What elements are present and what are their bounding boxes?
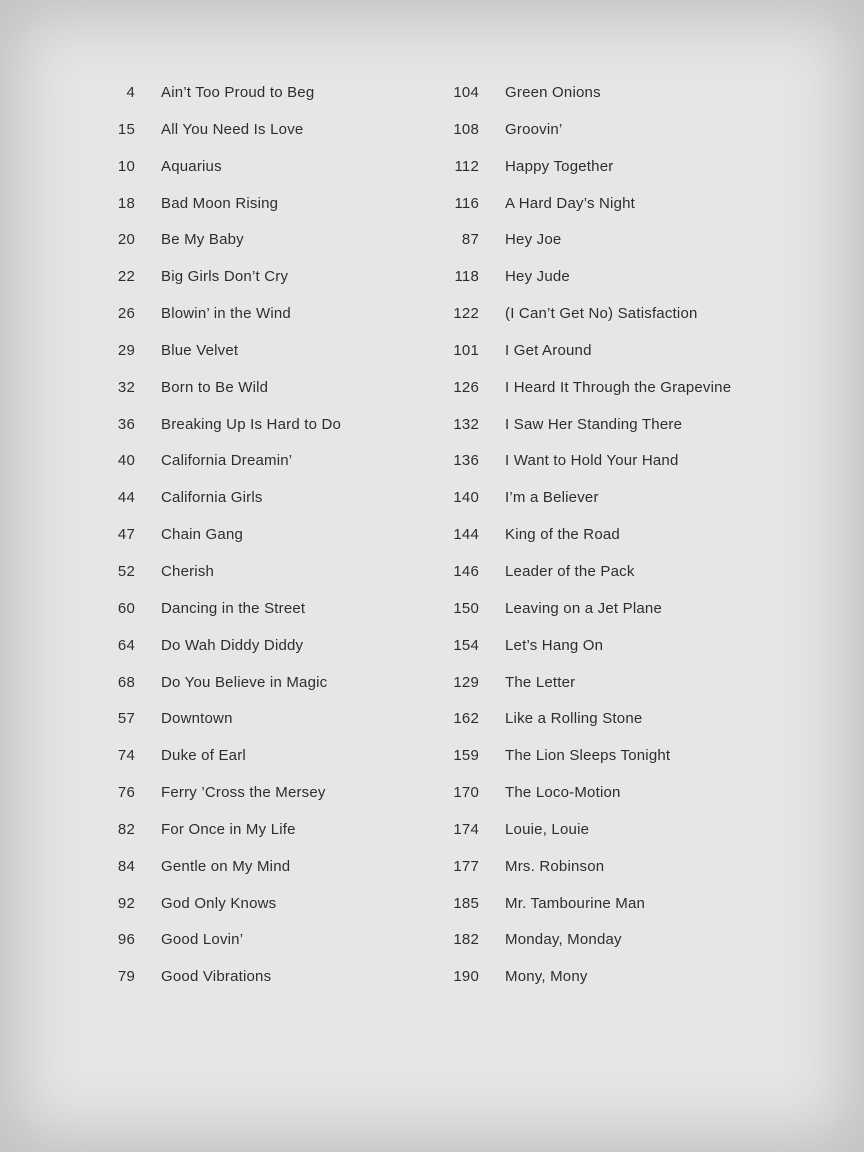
index-entry [96, 968, 341, 1005]
song-title: California Girls [161, 489, 263, 507]
page-number: 57 [117, 710, 135, 728]
page-number: 74 [117, 747, 135, 765]
index-entry [440, 342, 731, 379]
page-number: 140 [453, 489, 479, 507]
page-number: 170 [453, 784, 479, 802]
song-title: Ferry ’Cross the Mersey [161, 784, 326, 802]
song-title: I Saw Her Standing There [505, 415, 683, 433]
song-title: Mony, Mony [505, 968, 588, 986]
song-title: King of the Road [505, 526, 620, 544]
song-title: Do Wah Diddy Diddy [161, 636, 304, 654]
page-number: 15 [117, 120, 135, 138]
page-number: 52 [117, 562, 135, 580]
index-entry [440, 895, 731, 932]
song-title: Downtown [161, 710, 233, 728]
page-number: 68 [117, 673, 135, 691]
index-entry [96, 84, 341, 121]
song-title: Groovin’ [505, 120, 563, 138]
index-right-column [440, 84, 731, 1005]
song-title: I Heard It Through the Grapevine [505, 378, 732, 396]
index-entry [440, 121, 731, 158]
index-entry [96, 858, 341, 895]
index-entry [440, 821, 731, 858]
page-number: 112 [454, 157, 479, 175]
song-title: Hey Jude [505, 268, 570, 286]
song-title: Let’s Hang On [505, 636, 604, 654]
page-number: 144 [453, 526, 479, 544]
song-title: Bad Moon Rising [161, 194, 279, 212]
song-title: Breaking Up Is Hard to Do [161, 415, 342, 433]
page-number: 22 [117, 268, 135, 286]
index-entry [96, 710, 341, 747]
index-entry [440, 931, 731, 968]
page-number: 92 [117, 894, 135, 912]
page-number: 32 [117, 378, 135, 396]
page-number: 26 [117, 305, 135, 323]
song-title: Do You Believe in Magic [161, 673, 328, 691]
index-entry [440, 784, 731, 821]
page-number: 104 [453, 84, 479, 101]
page-number: 150 [453, 599, 479, 617]
song-title: I’m a Believer [505, 489, 599, 507]
page-number: 101 [453, 341, 479, 359]
song-title: All You Need Is Love [161, 120, 304, 138]
song-title: Green Onions [505, 84, 601, 101]
page-number: 136 [453, 452, 479, 470]
index-entry [440, 158, 731, 195]
index-entry [440, 489, 731, 526]
index-entry [440, 231, 731, 268]
index-entry [440, 526, 731, 563]
page-number: 76 [117, 784, 135, 802]
page-number: 126 [453, 378, 479, 396]
song-title: Leaving on a Jet Plane [505, 599, 663, 617]
song-title: Good Lovin’ [161, 931, 244, 949]
index-entry [440, 600, 731, 637]
index-entry [96, 158, 341, 195]
index-entry [440, 747, 731, 784]
song-title: I Want to Hold Your Hand [505, 452, 679, 470]
index-entry [96, 121, 341, 158]
song-title: Like a Rolling Stone [505, 710, 643, 728]
song-title: Monday, Monday [505, 931, 622, 949]
index-entry [440, 195, 731, 232]
song-title: Big Girls Don’t Cry [161, 268, 289, 286]
page-number: 36 [117, 415, 135, 433]
song-title: Born to Be Wild [161, 378, 269, 396]
page-number: 108 [453, 120, 479, 138]
index-entry [96, 563, 341, 600]
index-entry [96, 489, 341, 526]
page-number: 10 [117, 157, 135, 175]
song-title: Chain Gang [161, 526, 244, 544]
index-entry [96, 416, 341, 453]
page-number: 64 [117, 636, 135, 654]
page-number: 20 [117, 231, 135, 249]
song-title: God Only Knows [161, 894, 277, 912]
page-number: 40 [117, 452, 135, 470]
index-entry [440, 637, 731, 674]
song-title: For Once in My Life [161, 820, 296, 838]
page-number: 4 [126, 84, 135, 101]
page-number: 116 [454, 194, 479, 212]
song-title: Louie, Louie [505, 820, 590, 838]
index-entry [96, 452, 341, 489]
page-number: 159 [453, 747, 479, 765]
page-number: 47 [117, 526, 135, 544]
song-title: (I Can’t Get No) Satisfaction [505, 305, 698, 323]
page-number: 185 [453, 894, 479, 912]
index-entry [96, 195, 341, 232]
index-entry [96, 342, 341, 379]
page-number: 60 [117, 599, 135, 617]
index-entry [440, 305, 731, 342]
song-title: The Loco-Motion [505, 784, 621, 802]
index-entry [96, 379, 341, 416]
page-number: 132 [453, 415, 479, 433]
song-title: Good Vibrations [161, 968, 272, 986]
page-number: 44 [117, 489, 135, 507]
page-number: 190 [453, 968, 479, 986]
index-entry [96, 526, 341, 563]
song-title: Blue Velvet [161, 341, 239, 359]
page-number: 79 [117, 968, 135, 986]
song-title: Gentle on My Mind [161, 857, 291, 875]
page-number: 82 [117, 820, 135, 838]
song-title: Aquarius [161, 157, 222, 175]
page-number: 84 [117, 857, 135, 875]
index-entry [440, 84, 731, 121]
index-entry [440, 416, 731, 453]
page-number: 162 [453, 710, 479, 728]
index-entry [440, 563, 731, 600]
page-number: 146 [453, 562, 479, 580]
page-number: 96 [117, 931, 135, 949]
song-title: Duke of Earl [161, 747, 246, 765]
song-title: California Dreamin’ [161, 452, 293, 470]
index-entry [440, 379, 731, 416]
index-entry [96, 747, 341, 784]
page-number: 174 [453, 820, 479, 838]
index-entry [96, 231, 341, 268]
song-title: A Hard Day’s Night [505, 194, 636, 212]
index-entry [440, 452, 731, 489]
song-title: Mrs. Robinson [505, 857, 605, 875]
index-entry [96, 784, 341, 821]
page-number: 154 [453, 636, 479, 654]
song-title: I Get Around [505, 341, 592, 359]
song-title: Blowin’ in the Wind [161, 305, 291, 323]
song-title: Be My Baby [161, 231, 244, 249]
index-entry [96, 305, 341, 342]
index-entry [96, 268, 341, 305]
song-title: Leader of the Pack [505, 562, 635, 580]
page-number: 87 [461, 231, 479, 249]
page-number: 18 [117, 194, 135, 212]
index-entry [96, 600, 341, 637]
index-entry [440, 858, 731, 895]
song-title: Happy Together [505, 157, 614, 175]
song-title: Dancing in the Street [161, 599, 306, 617]
song-title: The Lion Sleeps Tonight [505, 747, 671, 765]
index-entry [96, 637, 341, 674]
song-title: Hey Joe [505, 231, 562, 249]
index-entry [440, 674, 731, 711]
song-title: The Letter [505, 673, 576, 691]
page-number: 182 [453, 931, 479, 949]
index-entry [440, 268, 731, 305]
page-number: 29 [117, 341, 135, 359]
page-number: 122 [453, 305, 479, 323]
song-title: Mr. Tambourine Man [505, 894, 646, 912]
index-entry [440, 968, 731, 1005]
index-entry [96, 821, 341, 858]
song-title: Cherish [161, 562, 215, 580]
index-entry [96, 674, 341, 711]
page-number: 129 [453, 673, 479, 691]
page-number: 177 [453, 857, 479, 875]
index-left-column [96, 84, 341, 1005]
index-entry [96, 931, 341, 968]
index-entry [440, 710, 731, 747]
song-title: Ain’t Too Proud to Beg [161, 84, 315, 101]
index-entry [96, 895, 341, 932]
page-number: 118 [454, 268, 479, 286]
